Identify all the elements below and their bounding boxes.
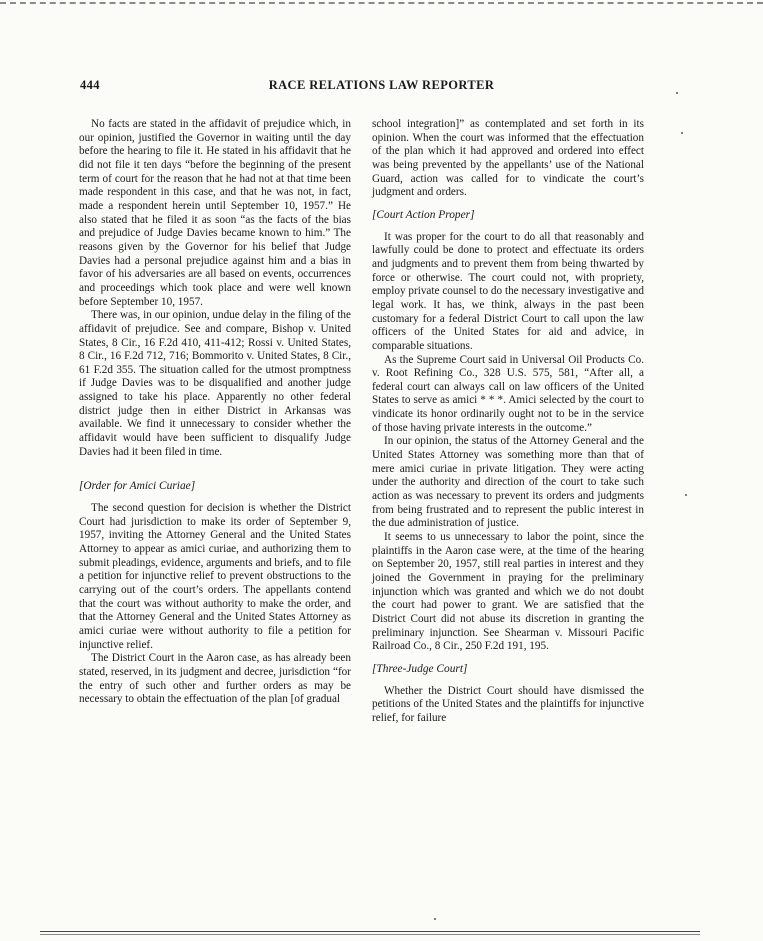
- paragraph: In our opinion, the status of the Attorney General and the United States Attorney was something more than that of mere amici curiae in private litigation. They were acting under the authority and direction of the court to take such action as was necessary to prevent its orders and judgments from being frustrated and to represent the public interest in the due administration of justice.: [372, 435, 644, 530]
- section-heading: [Order for Amici Curiae]: [79, 480, 196, 493]
- page-header: [0, 78, 763, 98]
- paragraph: There was, in our opinion, undue delay in the filing of the affidavit of prejudice. See and compare, Bishop v. United States, 8 Cir., 16 F.2d 410, 411-412; Rossi v. United States, 8 Cir., 16 F.2d 712, 716; Bommorito v. United States, 8 Cir., 61 F.2d 355. The situation called for the utmost promptness if Judge Davies was to be disqualified and another judge assigned to take his place. Apparently no other federal district judge then in either District in Arkansas was available. We find it unnecessary to consider whether the affidavit would have been sufficient to disqualify Judge Davies had it been filed in time.: [79, 309, 351, 458]
- paragraph: It was proper for the court to do all that reasonably and lawfully could be done to protect and effectuate its orders and judgments and to prevent them from being thwarted by force or otherwise. The court could not, with propriety, employ private counsel to do the necessary investigative and legal work. It has, we think, always in the past been customary for a federal District Court to call upon the law officers of the United States for aid and advice, in comparable situations.: [372, 230, 644, 352]
- paragraph: school integration]” as contemplated and set forth in its opinion. When the court was informed that the effectuation of the plan which it had approved and ordered into effect was being prevented by the appellants’ use of the National Guard, action was called for to vindicate the court’s judgment and orders.: [372, 118, 644, 199]
- section-heading: [Three-Judge Court]: [372, 662, 468, 675]
- bottom-rule: [40, 931, 700, 932]
- paragraph: No facts are stated in the affidavit of prejudice which, in our opinion, justified the Governor in waiting until the day before the hearing to file it. He stated in his affidavit that he did not file it ten days “before the beginning of the present term of court for the reason that he had not at that time been made respondent in this case, and that he was not, in fact, made a respondent herein until September 10, 1957.” He also stated that he filed it as soon “as the facts of the bias and prejudice of Judge Davies became known to him.” The reasons given by the Governor for his belief that Judge Davies had a personal prejudice against him and a bias in favor of his adversaries are all based on events, occurrences and proceedings which took place and were well known before September 10, 1957.: [79, 118, 351, 308]
- scan-top-edge: [0, 2, 763, 4]
- paragraph: The second question for decision is whether the District Court had jurisdiction to make its order of September 9, 1957, inviting the Attorney General and the United States Attorney to appear as amici curiae, and authorizing them to submit pleadings, evidence, arguments and briefs, and to file a petition for injunctive relief to prevent obstructions to the carrying out of the court’s orders. The appellants contend that the court was without authority to make the order, and that the Attorney General and the United States Attorney as amici curiae were without authority to file a petition for injunctive relief.: [79, 502, 351, 651]
- paragraph: As the Supreme Court said in Universal Oil Products Co. v. Root Refining Co., 328 U.S. 575, 581, “After all, a federal court can always call on law officers of the United States to serve as amici * * *. Amici selected by the court to vindicate its honor ordinarily ought not to be in the service of those having private interests in the outcome.”: [372, 353, 644, 434]
- left-column: [79, 118, 351, 707]
- section-heading: [Court Action Proper]: [372, 208, 475, 221]
- paragraph: Whether the District Court should have dismissed the petitions of the United States and the plaintiffs for injunctive relief, for failure: [372, 684, 644, 724]
- running-head: RACE RELATIONS LAW REPORTER: [268, 78, 495, 92]
- scan-speck: [434, 918, 436, 920]
- paragraph: The District Court in the Aaron case, as has already been stated, reserved, in its judgment and decree, jurisdiction “for the entry of such other and further orders as may be necessary to obtain the effectuation of the plan [of gradual: [79, 652, 351, 706]
- scan-speck: [681, 132, 683, 134]
- bottom-rule: [40, 934, 700, 935]
- scan-speck: [685, 494, 687, 496]
- page-number: 444: [80, 78, 100, 92]
- scan-speck: [676, 92, 678, 94]
- paragraph: It seems to us unnecessary to labor the point, since the plaintiffs in the Aaron case were, at the time of the hearing on September 20, 1957, still real parties in interest and they joined the Government in praying for the preliminary injunction which was granted and which we do not doubt the court had power to grant. We are satisfied that the District Court did not abuse its discretion in granting the preliminary injunction. See Shearman v. Missouri Pacific Railroad Co., 8 Cir., 250 F.2d 191, 195.: [372, 531, 644, 653]
- right-column: [372, 118, 644, 726]
